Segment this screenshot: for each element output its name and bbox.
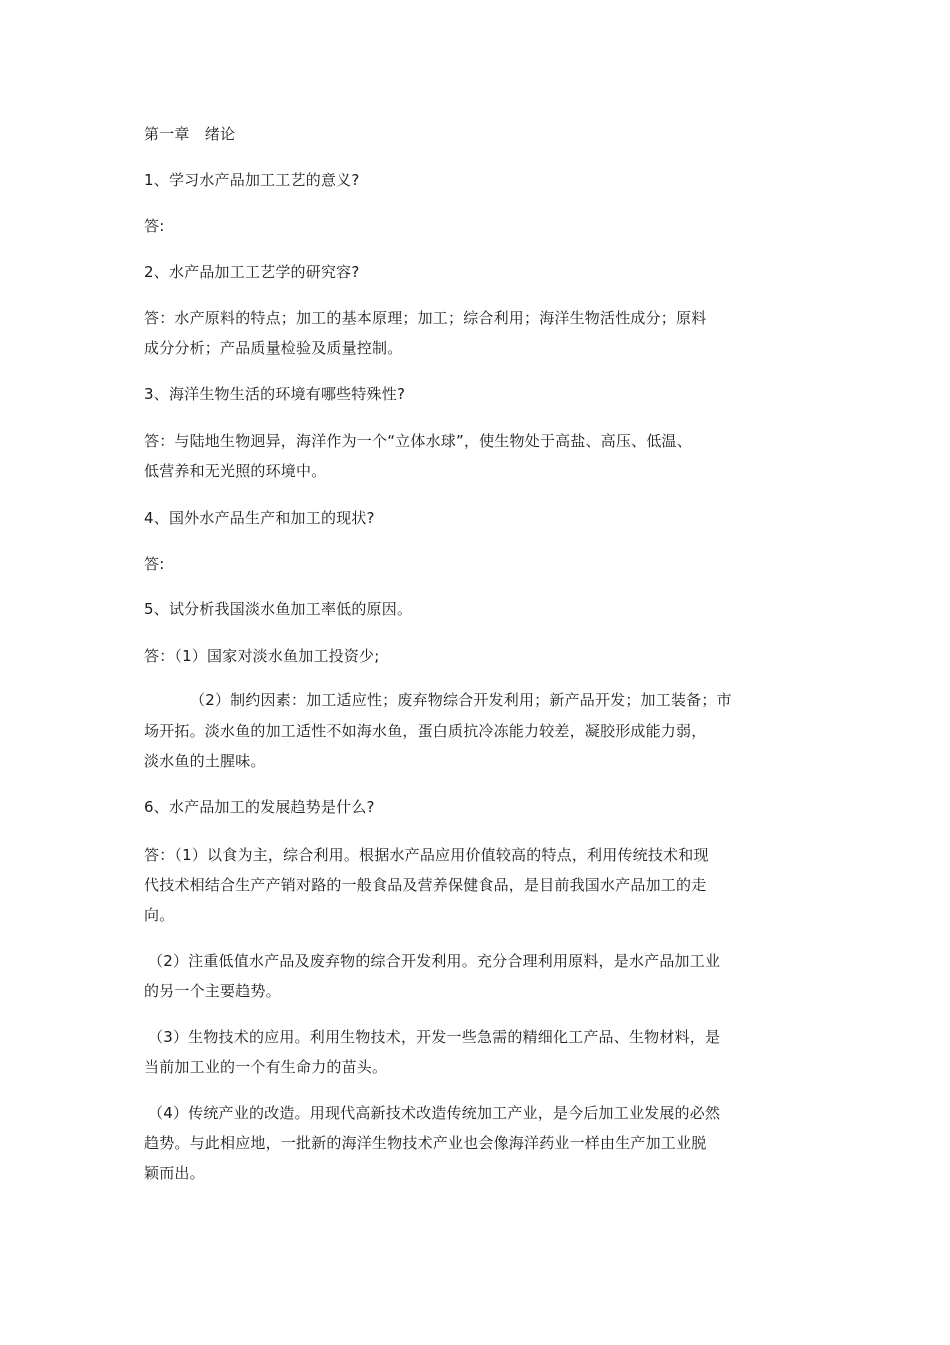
answer-6-paragraph-1-line-3: 向。 <box>144 906 175 924</box>
answer-5-line-4: 淡水鱼的土腥味。 <box>144 752 266 770</box>
answer-2-line-2: 成分分析；产品质量检验及质量控制。 <box>144 339 403 357</box>
question-5: 5、试分析我国淡水鱼加工率低的原因。 <box>144 600 413 618</box>
question-2: 2、水产品加工工艺学的研究容? <box>144 263 360 281</box>
answer-1: 答: <box>144 217 165 235</box>
answer-6-paragraph-3-line-1: （3）生物技术的应用。利用生物技术，开发一些急需的精细化工产品、生物材料，是 <box>148 1028 721 1046</box>
answer-6-paragraph-2-line-2: 的另一个主要趋势。 <box>144 982 281 1000</box>
answer-6-paragraph-2-line-1: （2）注重低值水产品及废弃物的综合开发利用。充分合理利用原料，是水产品加工业 <box>148 952 721 970</box>
answer-3-line-1: 答：与陆地生物迥异，海洋作为一个“立体水球”，使生物处于高盐、高压、低温、 <box>144 432 692 450</box>
answer-4: 答: <box>144 555 165 573</box>
answer-5-line-1: 答：（1）国家对淡水鱼加工投资少; <box>144 647 380 665</box>
chapter-title: 第一章 绪论 <box>144 125 236 143</box>
answer-6-paragraph-1-line-1: 答：（1）以食为主，综合利用。根据水产品应用价值较高的特点，利用传统技术和现 <box>144 846 709 864</box>
answer-6-paragraph-4-line-2: 趋势。与此相应地，一批新的海洋生物技术产业也会像海洋药业一样由生产加工业脱 <box>144 1134 707 1152</box>
answer-2-line-1: 答：水产原料的特点；加工的基本原理；加工；综合利用；海洋生物活性成分；原料 <box>144 309 707 327</box>
answer-6-paragraph-1-line-2: 代技术相结合生产产销对路的一般食品及营养保健食品，是目前我国水产品加工的走 <box>144 876 707 894</box>
question-1: 1、学习水产品加工工艺的意义? <box>144 171 360 189</box>
question-4: 4、国外水产品生产和加工的现状? <box>144 509 375 527</box>
answer-3-line-2: 低营养和无光照的环境中。 <box>144 462 327 480</box>
answer-6-paragraph-3-line-2: 当前加工业的一个有生命力的苗头。 <box>144 1058 388 1076</box>
question-6: 6、水产品加工的发展趋势是什么? <box>144 798 375 816</box>
answer-6-paragraph-4-line-1: （4）传统产业的改造。用现代高新技术改造传统加工产业，是今后加工业发展的必然 <box>148 1104 721 1122</box>
question-3: 3、海洋生物生活的环境有哪些特殊性? <box>144 385 406 403</box>
answer-5-line-3: 场开拓。淡水鱼的加工适性不如海水鱼，蛋白质抗冷冻能力较差，凝胶形成能力弱， <box>144 722 707 740</box>
answer-6-paragraph-4-line-3: 颖而出。 <box>144 1164 205 1182</box>
answer-5-line-2: （2）制约因素：加工适应性；废弃物综合开发利用；新产品开发；加工装备；市 <box>190 691 732 709</box>
